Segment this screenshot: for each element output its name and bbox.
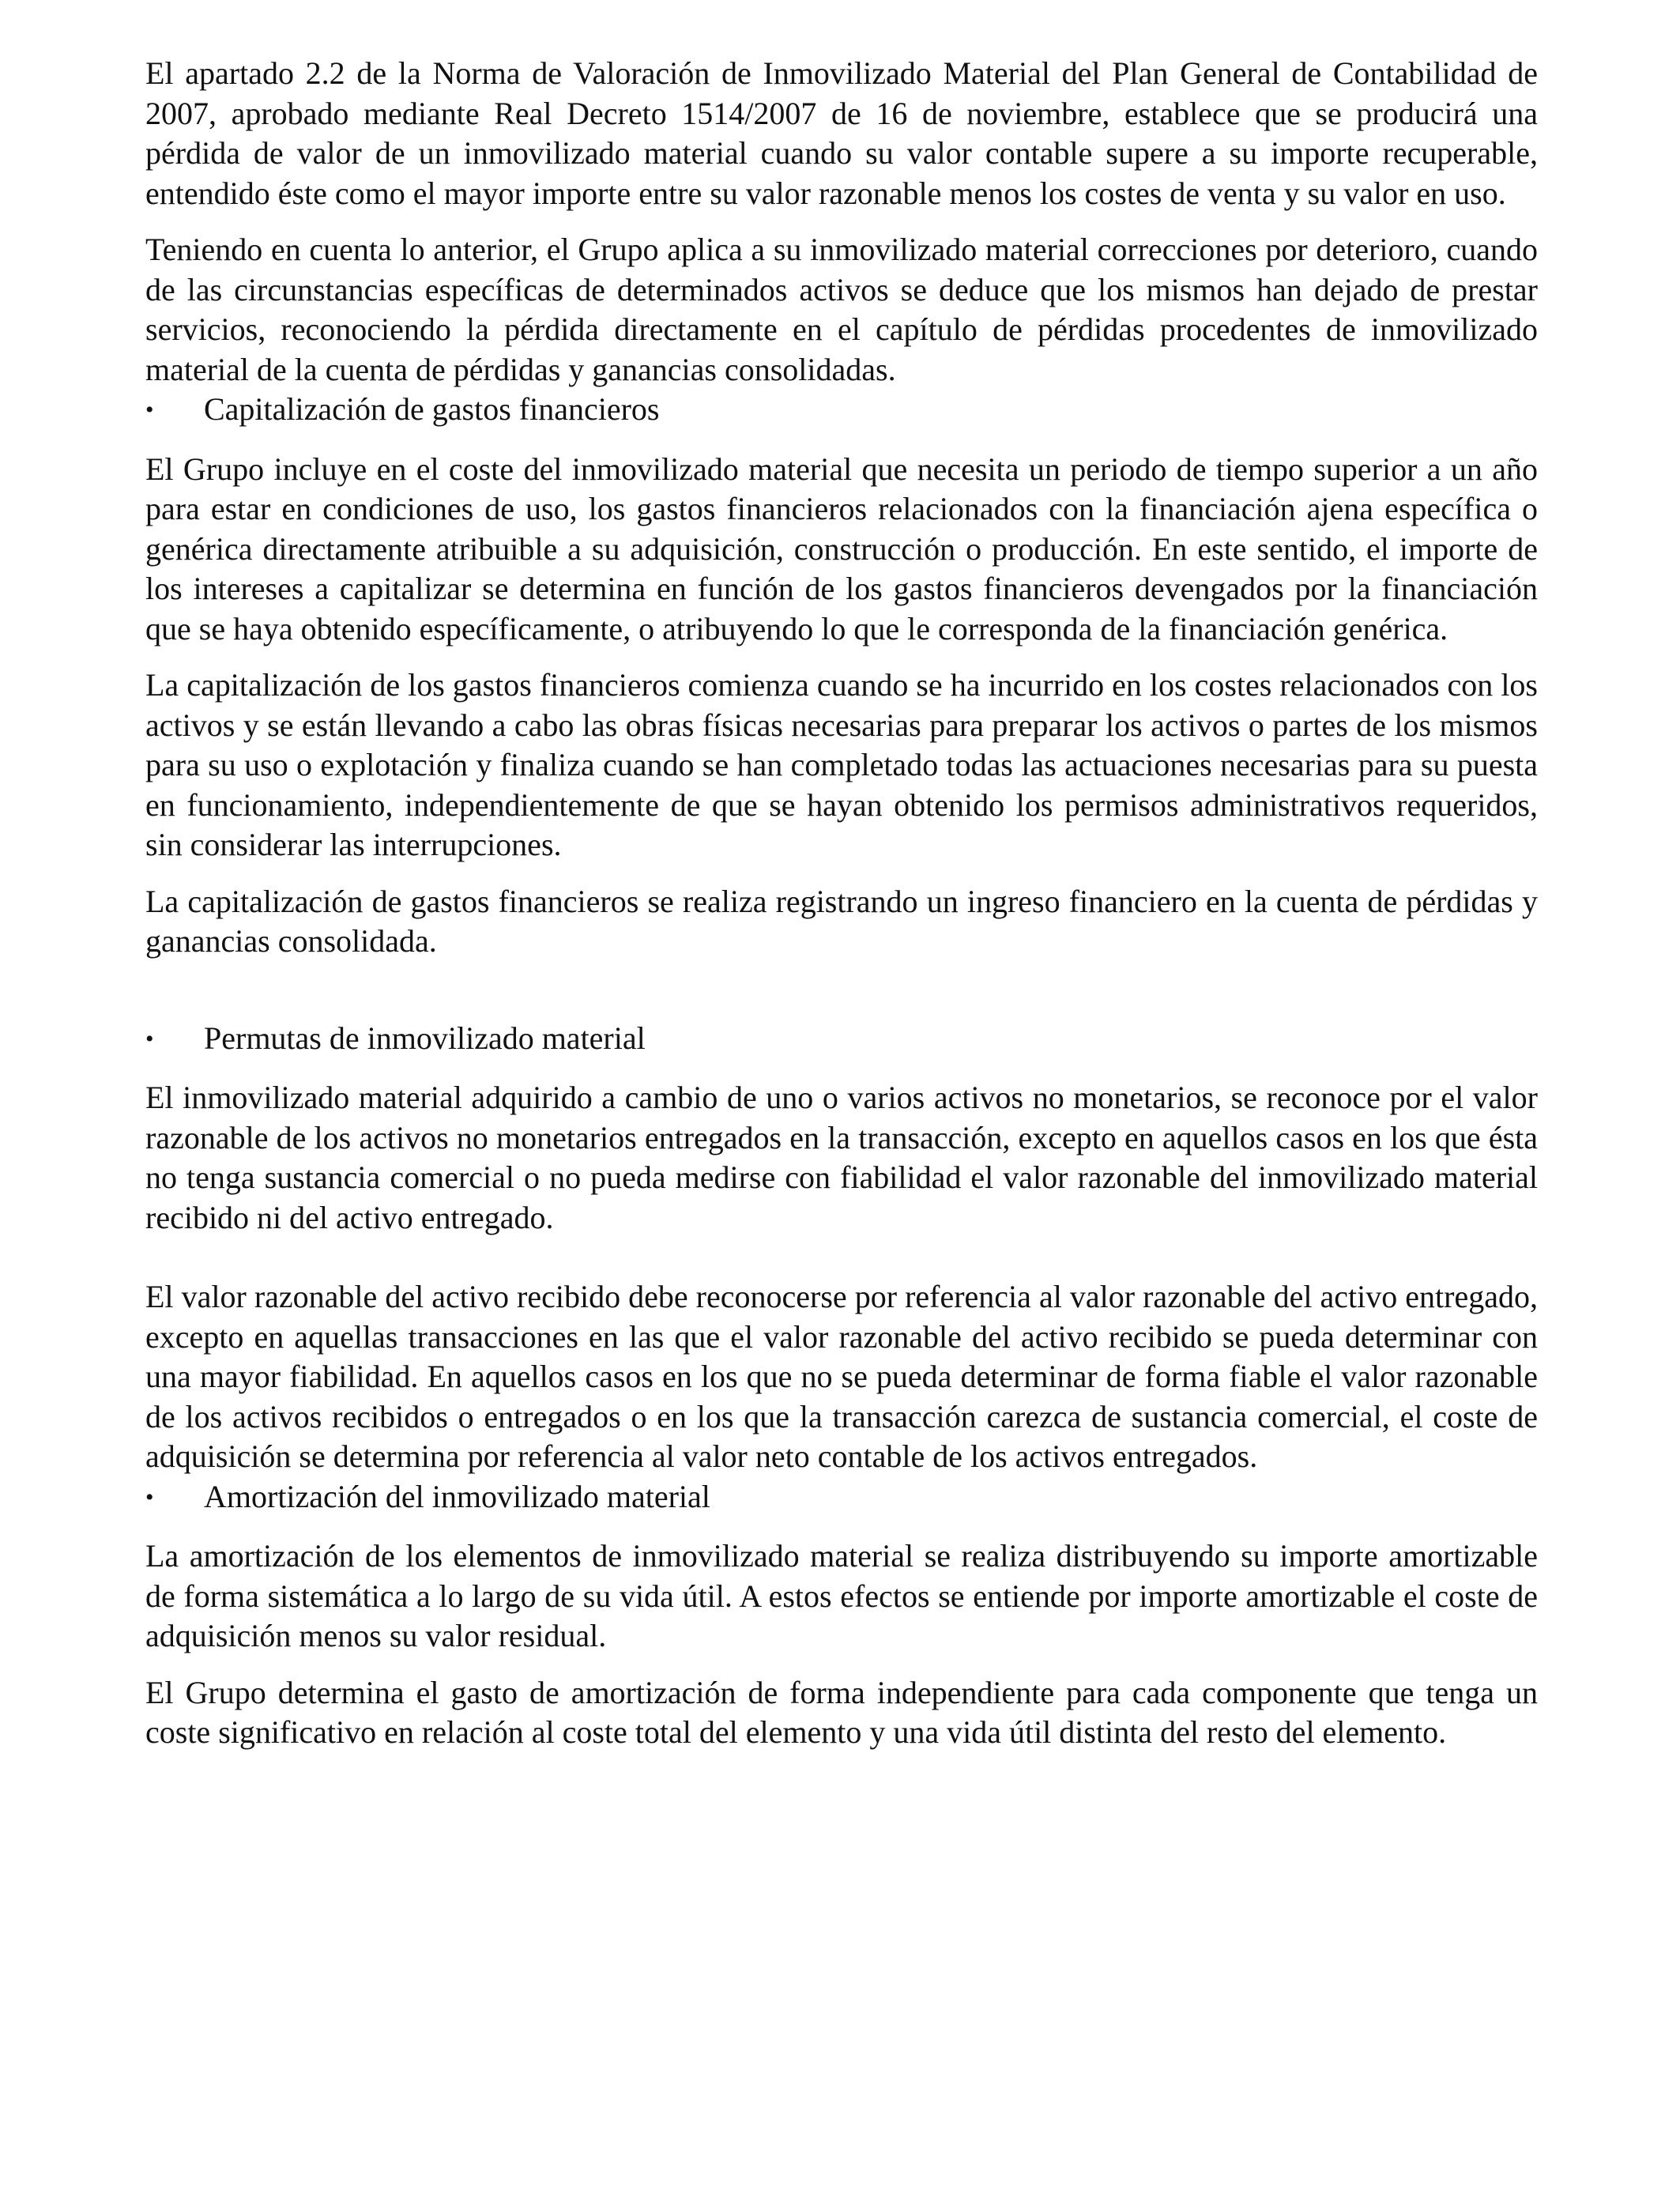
document-page bbox=[145, 54, 1538, 1753]
paragraph-depreciation-components: El Grupo determina el gasto de amortización de forma independiente para cada componente que tenga un coste significativo en relación al coste total del elemento y una vida útil distinta del resto del elemento. bbox=[145, 1674, 1538, 1750]
paragraph-exchange-recognition: El inmovilizado material adquirido a cambio de uno o varios activos no monetarios, se reconoce por el valor razonable de los activos no monetarios entregados en la transacción, excepto en aquellos casos en los que ésta no tenga sustancia comercial o no pueda medirse con fiabilidad el valor razonable del inmovilizado material recibido ni del activo entregado. bbox=[145, 1080, 1538, 1235]
section-heading-depreciation bbox=[145, 1477, 1538, 1521]
bullet-icon: • bbox=[145, 397, 154, 423]
paragraph-impairment-definition: El apartado 2.2 de la Norma de Valoración de Inmovilizado Material del Plan General de Contabilidad de 2007, aprobado mediante Real Decreto 1514/2007 de 16 de noviembre, establece que se producirá una pérdida de valor de un inmovilizado material cuando su valor contable supere a su importe recuperable, entendido éste como el mayor importe entre su valor razonable menos los costes de venta y su valor en uso. bbox=[145, 55, 1538, 211]
paragraph-capitalization-period: La capitalización de los gastos financieros comienza cuando se ha incurrido en los costes relacionados con los activos y se están llevando a cabo las obras físicas necesarias para preparar los activos o partes de los mismos para su uso o explotación y finaliza cuando se han completado todas las actuaciones necesarias para su puesta en funcionamiento, independientemente de que se hayan obtenido los permisos administrativos requeridos, sin considerar las interrupciones. bbox=[145, 667, 1538, 862]
section-heading-capitalization bbox=[145, 390, 1538, 433]
bullet-icon: • bbox=[145, 1025, 154, 1052]
paragraph-depreciation-method: La amortización de los elementos de inmovilizado material se realiza distribuyendo su importe amortizable de forma sistemática a lo largo de su vida útil. A estos efectos se entiende por importe amortizable el coste de adquisición menos su valor residual. bbox=[145, 1538, 1538, 1653]
paragraph-capitalization-scope: El Grupo incluye en el coste del inmovilizado material que necesita un periodo de tiempo superior a un año para estar en condiciones de uso, los gastos financieros relacionados con la financiación ajena específica o genérica directamente atribuible a su adquisición, construcción o producción. En este sentido, el importe de los intereses a capitalizar se determina en función de los gastos financieros devengados por la financiación que se haya obtenido específicamente, o atribuyendo lo que le corresponda de la financiación genérica. bbox=[145, 450, 1538, 647]
bullet-icon: • bbox=[145, 1483, 154, 1510]
section-heading-text: Amortización del inmovilizado material bbox=[204, 1478, 710, 1514]
section-heading-text: Permutas de inmovilizado material bbox=[204, 1020, 646, 1056]
section-heading-text: Capitalización de gastos financieros bbox=[204, 391, 660, 427]
paragraph-capitalization-recording: La capitalización de gastos financieros se realiza registrando un ingreso financiero en la cuenta de pérdidas y ganancias consolidada. bbox=[145, 883, 1538, 959]
paragraph-exchange-fair-value: El valor razonable del activo recibido debe reconocerse por referencia al valor razonable del activo entregado, excepto en aquellas transacciones en las que el valor razonable del activo recibido se pueda determinar con una mayor fiabilidad. En aquellos casos en los que no se pueda determinar de forma fiable el valor razonable de los activos recibidos o entregados o en los que la transacción carezca de sustancia comercial, el coste de adquisición se determina por referencia al valor neto contable de los activos entregados. bbox=[145, 1279, 1538, 1474]
section-heading-exchanges bbox=[145, 1019, 1538, 1062]
paragraph-impairment-policy: Teniendo en cuenta lo anterior, el Grupo aplica a su inmovilizado material correcciones por deterioro, cuando de las circunstancias específicas de determinados activos se deduce que los mismos han dejado de prestar servicios, reconociendo la pérdida directamente en el capítulo de pérdidas procedentes de inmovilizado material de la cuenta de pérdidas y ganancias consolidadas. bbox=[145, 232, 1538, 387]
